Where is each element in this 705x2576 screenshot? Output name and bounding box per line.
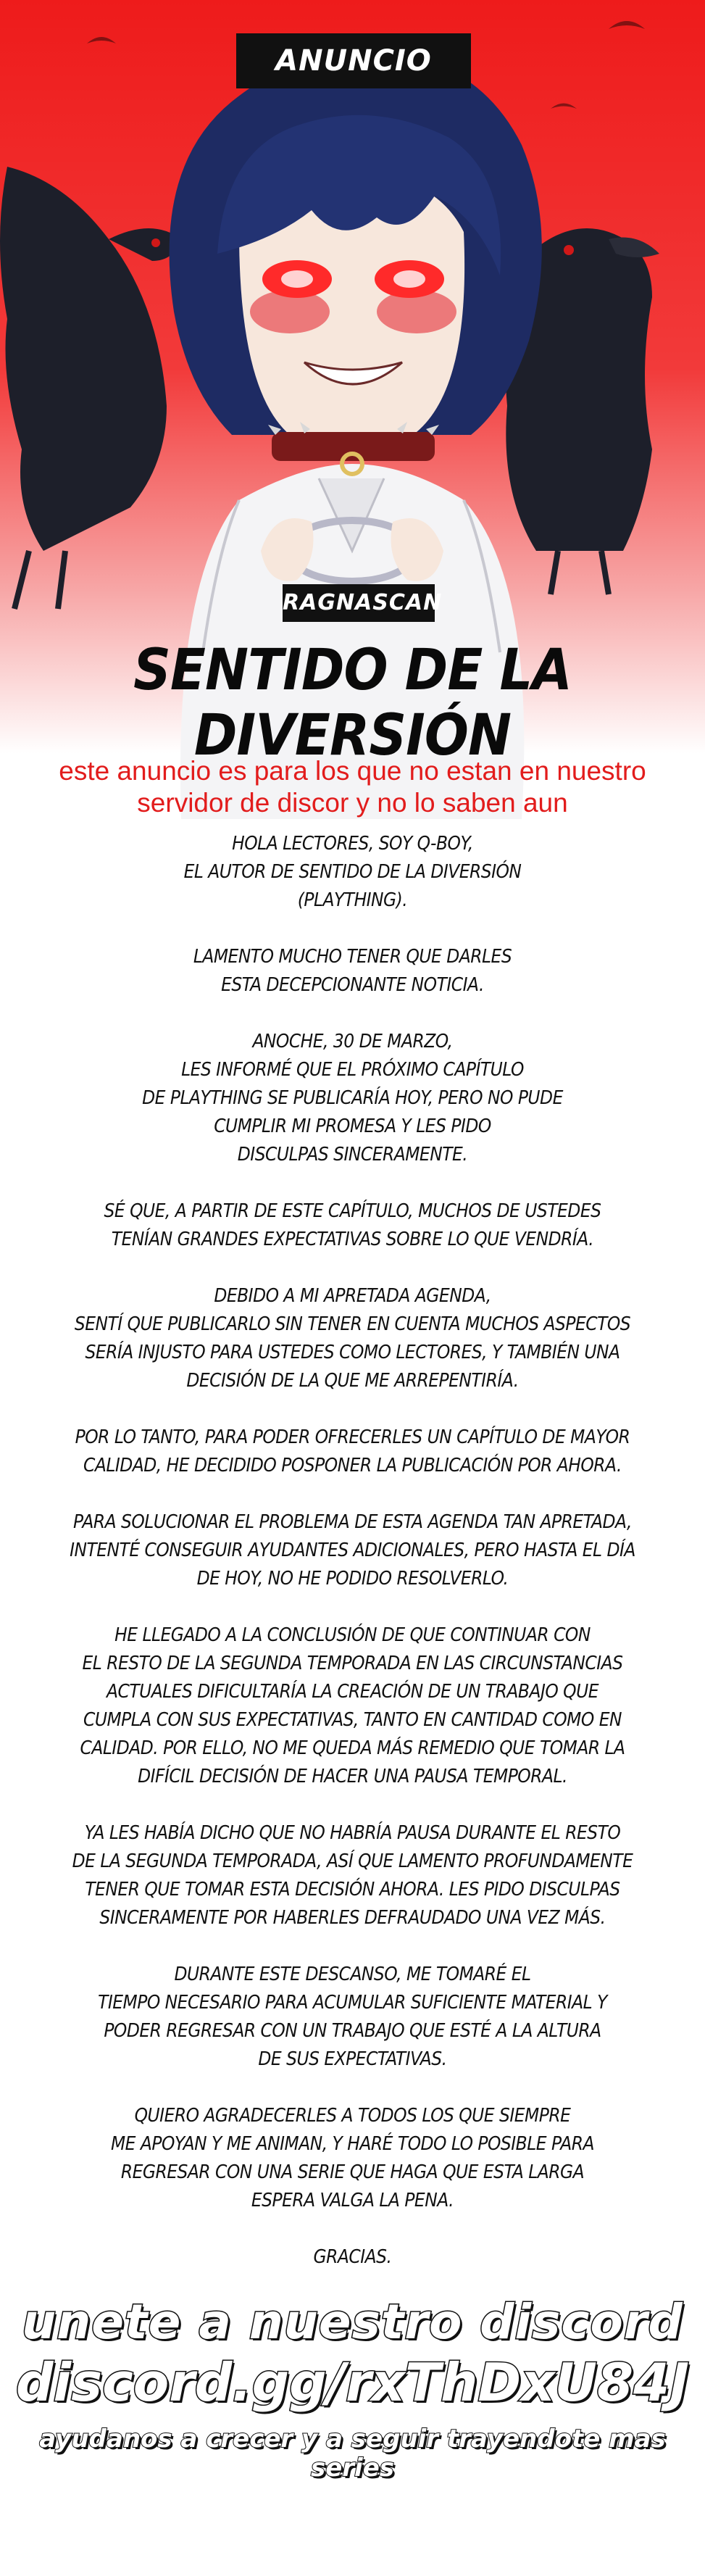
- notice-line: servidor de discor y no lo saben aun: [137, 788, 568, 818]
- announcement-line: DURANTE ESTE DESCANSO, ME TOMARÉ EL: [174, 1964, 531, 1985]
- announcement-paragraph: [43, 1282, 662, 1395]
- announcement-line: ANOCHE, 30 DE MARZO,: [252, 1031, 453, 1052]
- announcement-line: DE LA SEGUNDA TEMPORADA, ASÍ QUE LAMENTO PROFUNDAMENTE: [72, 1850, 633, 1872]
- announcement-paragraph: [43, 943, 662, 1000]
- group-banner: RAGNASCAN: [283, 584, 435, 622]
- announcement-line: DE PLAYTHING SE PUBLICARÍA HOY, PERO NO PUDE: [142, 1087, 563, 1109]
- announcement-line: EL AUTOR DE SENTIDO DE LA DIVERSIÓN: [183, 861, 522, 883]
- announcement-paragraph: [43, 1424, 662, 1480]
- announcement-line: CUMPLIR MI PROMESA Y LES PIDO: [214, 1115, 491, 1137]
- announcement-line: CALIDAD, HE DECIDIDO POSPONER LA PUBLICACIÓN POR AHORA.: [83, 1455, 622, 1476]
- crow-left: [0, 167, 181, 609]
- announcement-paragraph: [43, 2243, 662, 2272]
- announcement-line: ACTUALES DIFICULTARÍA LA CREACIÓN DE UN TRABAJO QUE: [106, 1681, 598, 1703]
- announcement-line: GRACIAS.: [313, 2246, 392, 2268]
- announcement-line: SERÍA INJUSTO PARA USTEDES COMO LECTORES, Y TAMBIÉN UNA: [85, 1342, 620, 1363]
- announcement-paragraph: [43, 1819, 662, 1932]
- announcement-line: ESPERA VALGA LA PENA.: [251, 2190, 454, 2211]
- discord-invite-link[interactable]: discord.gg/rxThDxU84J: [16, 2352, 689, 2413]
- page-title: SENTIDO DE LA DIVERSIÓN: [133, 638, 572, 768]
- announcement-body: [43, 830, 662, 2300]
- announcement-line: EL RESTO DE LA SEGUNDA TEMPORADA EN LAS CIRCUNSTANCIAS: [82, 1653, 623, 1674]
- announcement-line: DIFÍCIL DECISIÓN DE HACER UNA PAUSA TEMPORAL.: [138, 1766, 567, 1787]
- announcement-line: DISCULPAS SINCERAMENTE.: [237, 1144, 468, 1166]
- announcement-line: LAMENTO MUCHO TENER QUE DARLES: [193, 946, 512, 968]
- announcement-line: ESTA DECEPCIONANTE NOTICIA.: [221, 974, 484, 996]
- announcement-line: CUMPLA CON SUS EXPECTATIVAS, TANTO EN CANTIDAD COMO EN: [83, 1709, 622, 1731]
- notice-line: este anuncio es para los que no estan en nuestro: [59, 756, 646, 786]
- announcement-line: CALIDAD. POR ELLO, NO ME QUEDA MÁS REMEDIO QUE TOMAR LA: [80, 1737, 625, 1759]
- announcement-line: YA LES HABÍA DICHO QUE NO HABRÍA PAUSA DURANTE EL RESTO: [84, 1822, 621, 1844]
- discord-invite-subtext: ayudanos a crecer y a seguir trayendote mas series: [39, 2425, 666, 2482]
- announcement-line: ME APOYAN Y ME ANIMAN, Y HARÉ TODO LO POSIBLE PARA: [110, 2133, 595, 2155]
- announcement-paragraph: [43, 1961, 662, 2074]
- announcement-line: HOLA LECTORES, SOY Q-BOY,: [232, 833, 473, 855]
- announcement-paragraph: [43, 1028, 662, 1169]
- announcement-line: DEBIDO A MI APRETADA AGENDA,: [214, 1285, 491, 1307]
- announcement-line: (PLAYTHING).: [297, 889, 408, 911]
- announcement-line: TIEMPO NECESARIO PARA ACUMULAR SUFICIENTE MATERIAL Y: [98, 1992, 607, 2014]
- notice-text: [0, 755, 705, 819]
- announcement-line: DECISIÓN DE LA QUE ME ARREPENTIRÍA.: [186, 1370, 519, 1392]
- announcement-line: QUIERO AGRADECERLES A TODOS LOS QUE SIEMPRE: [134, 2105, 571, 2127]
- announcement-paragraph: [43, 1197, 662, 1254]
- announcement-line: SÉ QUE, A PARTIR DE ESTE CAPÍTULO, MUCHOS DE USTEDES: [104, 1200, 601, 1222]
- announcement-line: SENTÍ QUE PUBLICARLO SIN TENER EN CUENTA MUCHOS ASPECTOS: [74, 1313, 631, 1335]
- announcement-paragraph: [43, 2102, 662, 2215]
- announcement-paragraph: [43, 1508, 662, 1593]
- announcement-line: TENER QUE TOMAR ESTA DECISIÓN AHORA. LES PIDO DISCULPAS: [85, 1879, 620, 1900]
- announcement-line: PARA SOLUCIONAR EL PROBLEMA DE ESTA AGENDA TAN APRETADA,: [73, 1511, 632, 1533]
- announcement-line: DE SUS EXPECTATIVAS.: [258, 2048, 447, 2070]
- announcement-paragraph: [43, 830, 662, 915]
- announcement-line: DE HOY, NO HE PODIDO RESOLVERLO.: [196, 1568, 509, 1590]
- announcement-line: POR LO TANTO, PARA PODER OFRECERLES UN CAPÍTULO DE MAYOR: [75, 1426, 630, 1448]
- announcement-line: SINCERAMENTE POR HABERLES DEFRAUDADO UNA VEZ MÁS.: [99, 1907, 606, 1929]
- announcement-banner: ANUNCIO: [236, 33, 471, 88]
- announcement-line: REGRESAR CON UNA SERIE QUE HAGA QUE ESTA LARGA: [120, 2161, 585, 2183]
- announcement-line: INTENTÉ CONSEGUIR AYUDANTES ADICIONALES, PERO HASTA EL DÍA: [70, 1540, 635, 1561]
- announcement-line: HE LLEGADO A LA CONCLUSIÓN DE QUE CONTINUAR CON: [114, 1624, 591, 1646]
- announcement-line: PODER REGRESAR CON UN TRABAJO QUE ESTÉ A LA ALTURA: [104, 2020, 601, 2042]
- discord-invite-heading: unete a nuestro discord: [22, 2294, 683, 2350]
- announcement-line: TENÍAN GRANDES EXPECTATIVAS SOBRE LO QUE VENDRÍA.: [111, 1229, 594, 1250]
- announcement-line: LES INFORMÉ QUE EL PRÓXIMO CAPÍTULO: [181, 1059, 524, 1081]
- announcement-paragraph: [43, 1621, 662, 1791]
